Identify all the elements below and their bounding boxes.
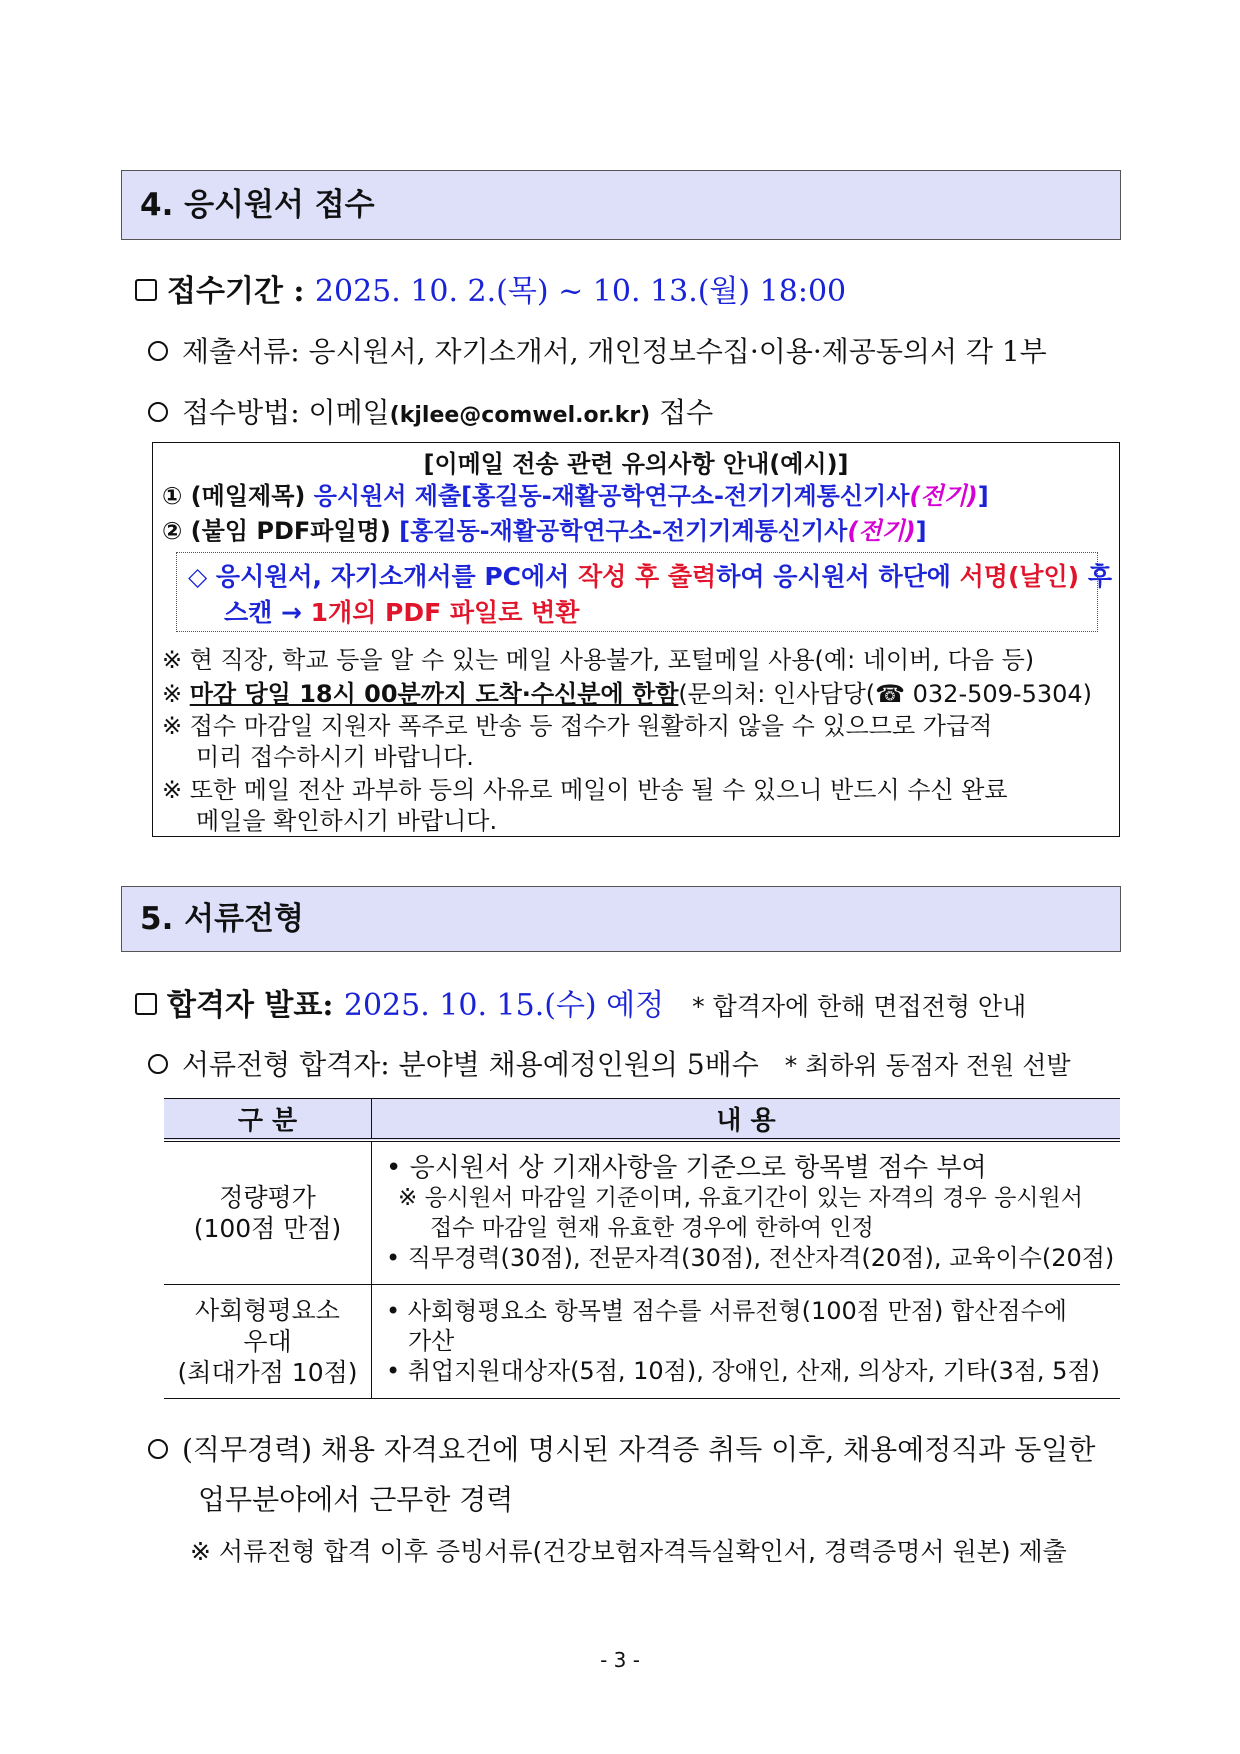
box-f: 스캔 →: [224, 598, 311, 627]
row1-key-2: (100점 만점): [193, 1213, 342, 1243]
announce-label: 합격자 발표:: [167, 988, 344, 1023]
n2-a: ※: [162, 680, 190, 708]
section-5-header: 5. 서류전형: [121, 886, 1121, 952]
row1-key-1: 정량평가: [219, 1182, 316, 1212]
notice-l1-blue: 응시원서 제출[홍길동-재활공학연구소-전기기계통신기사: [313, 482, 910, 510]
box-d: 서명(날인): [959, 562, 1080, 591]
circle-bullet-icon: [148, 402, 168, 422]
period-label: 접수기간 :: [167, 274, 315, 309]
notice-l2-end: ]: [915, 517, 927, 545]
row2-value: [372, 1284, 1121, 1398]
notice-l2-mag: (전기): [847, 517, 916, 545]
notice-n3a: ※ 접수 마감일 지원자 폭주로 반송 등 접수가 원활하지 않을 수 있으므로 가급적: [162, 712, 993, 740]
notice-l1-mag: (전기): [909, 482, 978, 510]
row2-key-1: 사회형평요소: [195, 1295, 340, 1325]
header-content: 내 용: [372, 1099, 1121, 1141]
circle-bullet-icon: [148, 1054, 168, 1074]
method-tail: 접수: [650, 396, 714, 429]
table-row: [164, 1284, 1120, 1398]
docs-line: [148, 330, 1047, 370]
row1-key: [164, 1140, 372, 1284]
notice-n4b: 메일을 확인하시기 바랍니다.: [196, 807, 498, 835]
box-e: 후: [1079, 562, 1112, 591]
notice-n1: ※ 현 직장, 학교 등을 알 수 있는 메일 사용불가, 포털메일 사용(예: 네이버, 다음 등): [162, 646, 1035, 674]
table-row: [164, 1140, 1120, 1284]
row1-v2: ※ 응시원서 마감일 기준이며, 유효기간이 있는 자격의 경우 응시원서: [398, 1184, 1083, 1211]
row1-v1: • 응시원서 상 기재사항을 기준으로 항목별 점수 부여: [386, 1152, 987, 1183]
box-g: 1개의 PDF 파일: [310, 598, 499, 627]
row1-value: [372, 1140, 1121, 1284]
evaluation-table: [164, 1098, 1120, 1399]
notice-l1-prefix: ① (메일제목): [162, 482, 314, 510]
checkbox-square-icon: [135, 993, 157, 1015]
notice-l1-end: ]: [977, 482, 989, 510]
announce-line: [135, 980, 1026, 1024]
period-value: 2025. 10. 2.(목) ~ 10. 13.(월) 18:00: [314, 274, 847, 309]
row2-key-2: 우대: [243, 1326, 292, 1356]
page-number: - 3 -: [600, 1648, 640, 1672]
method-email: (kjlee@comwel.or.kr): [389, 403, 651, 428]
notice-line-1: [162, 476, 989, 511]
period-line: [135, 266, 846, 310]
notice-l2-blue: [홍길동-재활공학연구소-전기기계통신기사: [399, 517, 848, 545]
notice-l2-prefix: ② (붙임 PDF파일명): [162, 517, 400, 545]
box-b: 작성 후 출력: [578, 562, 717, 591]
announce-value: 2025. 10. 15.(수) 예정: [343, 988, 665, 1023]
notice-box-line-1: [188, 557, 1112, 593]
header-category: 구 분: [164, 1099, 372, 1141]
notice-box-line-2: [224, 593, 579, 629]
career-note: ※ 서류전형 합격 이후 증빙서류(건강보험자격득실확인서, 경력증명서 원본) 제출: [190, 1537, 1067, 1566]
pass-note: * 최하위 동점자 전원 선발: [784, 1051, 1071, 1080]
notice-line-2: [162, 511, 927, 546]
career-line-1: [148, 1428, 1095, 1468]
n2-b: 마감 당일 18시 00분까지 도착·수신분에 한함: [189, 680, 679, 708]
circle-bullet-icon: [148, 1439, 168, 1459]
pass-line: [148, 1043, 1071, 1083]
row2-v1: • 사회형평요소 항목별 점수를 서류전형(100점 만점) 합산점수에: [386, 1297, 1067, 1325]
table-header-row: [164, 1099, 1120, 1141]
row2-key-3: (최대가점 10점): [177, 1357, 358, 1387]
box-h: 로 변환: [498, 598, 580, 627]
career-a: (직무경력) 채용 자격요건에 명시된 자격증 취득 이후, 채용예정직과 동일한: [182, 1433, 1096, 1466]
row2-v2: 가산: [408, 1327, 455, 1355]
notice-n2: [162, 674, 1092, 709]
section-4-header: 4. 응시원서 접수: [121, 170, 1121, 240]
notice-n3b: 미리 접수하시기 바랍니다.: [196, 743, 474, 771]
circle-bullet-icon: [148, 341, 168, 361]
box-a: ◇ 응시원서, 자기소개서를 PC에서: [188, 562, 579, 591]
method-line: [148, 391, 713, 431]
pass-text: 서류전형 합격자: 분야별 채용예정인원의 5배수: [182, 1048, 759, 1081]
row2-v3: • 취업지원대상자(5점, 10점), 장애인, 산재, 의상자, 기타(3점, 5점): [386, 1357, 1100, 1385]
box-c: 하여 응시원서 하단에: [716, 562, 960, 591]
method-label: 접수방법: 이메일: [182, 396, 390, 429]
row2-key: [164, 1284, 372, 1398]
career-line-2: 업무분야에서 근무한 경력: [198, 1483, 514, 1516]
row1-v4: • 직무경력(30점), 전문자격(30점), 전산자격(20점), 교육이수(20점): [386, 1243, 1115, 1272]
checkbox-square-icon: [135, 279, 157, 301]
notice-n4a: ※ 또한 메일 전산 과부하 등의 사유로 메일이 반송 될 수 있으니 반드시 수신 완료: [162, 776, 1008, 804]
announce-note: * 합격자에 한해 면접전형 안내: [692, 992, 1027, 1021]
docs-text: 제출서류: 응시원서, 자기소개서, 개인정보수집·이용·제공동의서 각 1부: [182, 335, 1047, 368]
notice-title: [이메일 전송 관련 유의사항 안내(예시)]: [423, 450, 849, 478]
n2-c: (문의처: 인사담당(☎ 032-509-5304): [678, 680, 1093, 708]
row1-v3: 접수 마감일 현재 유효한 경우에 한하여 인정: [430, 1214, 874, 1241]
